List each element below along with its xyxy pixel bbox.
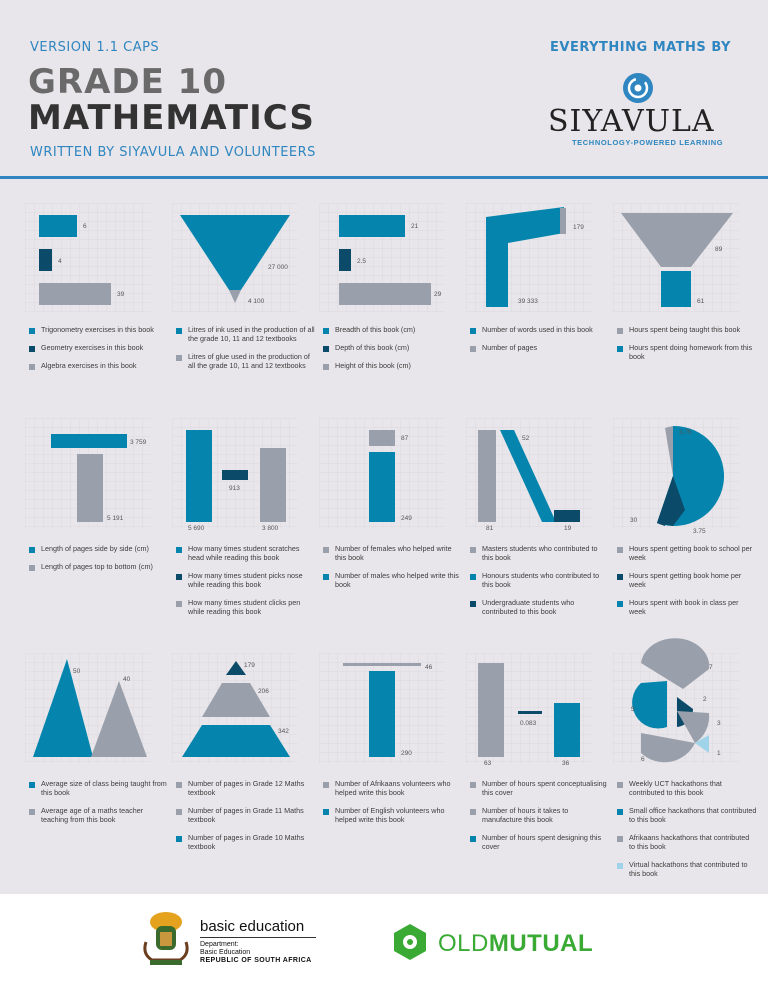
value-label: 6	[641, 756, 645, 763]
title-line1: GRADE 10	[28, 62, 228, 102]
value-label: 27 000	[268, 264, 288, 271]
legend-item	[470, 325, 610, 334]
legend-item	[29, 806, 169, 824]
value-label: 40	[123, 676, 131, 683]
legend-swatch	[323, 328, 329, 334]
legend-item	[470, 544, 610, 562]
everything-maths-label: EVERYTHING MATHS BY	[550, 40, 731, 55]
panel-graphic	[172, 203, 298, 313]
legend-item	[176, 352, 316, 370]
legend-text: Hours spent getting book to school per week	[629, 544, 753, 562]
legend-text: Length of pages side by side (cm)	[41, 544, 149, 553]
value-label: 342	[278, 728, 289, 735]
value-label: 21	[411, 223, 419, 230]
value-label: 6	[83, 223, 87, 230]
panel-graphic	[172, 653, 298, 763]
bar-breadth	[339, 215, 405, 237]
legend-text: Undergraduate students who contributed to this book	[482, 598, 575, 616]
dbe-name: basic education	[200, 918, 305, 935]
legend-swatch	[323, 547, 329, 553]
legend-text: Afrikaans hackathons that contributed to this book	[629, 833, 750, 851]
legend-swatch	[176, 836, 182, 842]
legend-swatch	[323, 346, 329, 352]
value-label: 87	[401, 435, 409, 442]
legend-item	[323, 343, 463, 352]
bar-females	[369, 430, 395, 446]
old-mutual-part1: OLD	[438, 930, 489, 957]
legend-swatch	[470, 574, 476, 580]
legend-text: Number of hours it takes to manufacture this book	[482, 806, 569, 824]
legend-text: How many times student scratches head while reading this book	[188, 544, 300, 562]
legend-item	[323, 806, 463, 824]
panel-6	[25, 418, 151, 528]
value-label: 1	[717, 750, 721, 757]
legend-item	[176, 544, 316, 562]
legend-text: How many times student picks nose while reading this book	[188, 571, 303, 589]
bar-scratch	[186, 430, 212, 522]
legend-item	[617, 860, 757, 878]
legend-swatch	[470, 809, 476, 815]
panel-graphic	[319, 203, 445, 313]
legend-item	[323, 361, 463, 370]
legend-text: Average size of class being taught from this book	[41, 779, 167, 797]
panel-graphic	[319, 653, 445, 763]
legend-swatch	[470, 836, 476, 842]
value-label: 81	[486, 525, 494, 532]
legend-5	[617, 325, 757, 370]
panel-graphic	[319, 418, 445, 528]
legend-text: Height of this book (cm)	[335, 361, 411, 370]
legend-item	[323, 325, 463, 334]
legend-item	[29, 361, 169, 370]
legend-3	[323, 325, 463, 379]
legend-item	[29, 325, 169, 334]
legend-swatch	[176, 328, 182, 334]
legend-item	[470, 598, 610, 616]
legend-text: Number of hours spent conceptualising this cover	[482, 779, 607, 797]
bar-english	[369, 671, 395, 757]
legend-text: Honours students who contributed to this book	[482, 571, 600, 589]
legend-11	[29, 779, 169, 833]
legend-swatch	[176, 809, 182, 815]
legend-swatch	[617, 863, 623, 869]
dbe-line3: REPUBLIC OF SOUTH AFRICA	[200, 957, 312, 964]
bar-nose	[222, 470, 248, 480]
legend-text: Weekly UCT hackathons that contributed to this book	[629, 779, 722, 797]
legend-text: Litres of glue used in the production of all the grade 10, 11 and 12 textbooks	[188, 352, 310, 370]
value-label: 0.083	[520, 720, 537, 727]
legend-text: Trigonometry exercises in this book	[41, 325, 154, 334]
panel-12	[172, 653, 298, 763]
panel-15	[613, 653, 739, 763]
legend-item	[617, 779, 757, 797]
legend-text: Number of words used in this book	[482, 325, 593, 334]
value-label: 179	[573, 224, 584, 231]
panel-graphic	[466, 203, 592, 313]
value-label: 3.75	[693, 528, 706, 535]
legend-swatch	[470, 328, 476, 334]
legend-text: Depth of this book (cm)	[335, 343, 410, 352]
legend-swatch	[470, 601, 476, 607]
legend-text: Number of hours spent designing this cover	[482, 833, 602, 851]
legend-text: How many times student clicks pen while reading this book	[188, 598, 301, 616]
legend-swatch	[29, 809, 35, 815]
value-label: 36	[562, 760, 570, 767]
legend-swatch	[323, 782, 329, 788]
legend-text: Hours spent doing homework from this book	[629, 343, 753, 361]
legend-10	[617, 544, 757, 625]
legend-text: Number of pages in Grade 12 Maths textbook	[188, 779, 305, 797]
legend-item	[470, 343, 610, 352]
value-label: 5 191	[107, 515, 124, 522]
legend-swatch	[617, 328, 623, 334]
legend-swatch	[323, 364, 329, 370]
value-label: 19	[564, 525, 572, 532]
panel-graphic	[466, 418, 592, 532]
legend-item	[617, 544, 757, 562]
version-label: VERSION 1.1 CAPS	[30, 40, 160, 55]
panel-graphic	[613, 653, 739, 763]
legend-swatch	[29, 782, 35, 788]
legend-text: Number of Afrikaans volunteers who helped write this book	[335, 779, 451, 797]
bar-manufacture	[518, 711, 542, 714]
legend-12	[176, 779, 316, 860]
legend-swatch	[323, 574, 329, 580]
legend-swatch	[617, 547, 623, 553]
bar-undergrad	[554, 510, 580, 522]
legend-item	[323, 544, 463, 562]
legend-swatch	[470, 782, 476, 788]
value-label: 2	[703, 696, 707, 703]
panel-graphic	[466, 653, 592, 767]
legend-text: Number of pages in Grade 11 Maths textbook	[188, 806, 304, 824]
dbe-line2: Basic Education	[200, 949, 251, 956]
legend-14	[470, 779, 610, 860]
panel-graphic	[25, 653, 151, 763]
legend-item	[617, 598, 757, 616]
panel-graphic	[613, 203, 739, 313]
legend-item	[470, 779, 610, 797]
bar-males	[369, 452, 395, 522]
value-label: 3	[717, 720, 721, 727]
panel-9	[466, 418, 592, 532]
value-label: 206	[258, 688, 269, 695]
legend-item	[470, 571, 610, 589]
legend-item	[617, 806, 757, 824]
value-label: 3.75	[679, 429, 692, 436]
panel-11	[25, 653, 151, 763]
legend-swatch	[617, 346, 623, 352]
value-label: 3 800	[262, 525, 279, 532]
legend-swatch	[617, 601, 623, 607]
written-by: WRITTEN BY SIYAVULA AND VOLUNTEERS	[30, 145, 316, 160]
legend-swatch	[323, 809, 329, 815]
value-label: 5	[631, 706, 635, 713]
legend-item	[176, 806, 316, 824]
legend-item	[176, 779, 316, 797]
legend-text: Number of pages	[482, 343, 538, 352]
legend-15	[617, 779, 757, 887]
old-mutual-wordmark	[438, 930, 593, 958]
value-label: 39	[117, 291, 125, 298]
bar-pages	[560, 208, 566, 234]
legend-text: Masters students who contributed to this book	[482, 544, 598, 562]
value-label: 7	[709, 664, 713, 671]
bar-trig	[39, 215, 77, 237]
legend-text: Algebra exercises in this book	[41, 361, 137, 370]
legend-swatch	[176, 782, 182, 788]
legend-text: Hours spent getting book home per week	[629, 571, 742, 589]
legend-text: Average age of a maths teacher teaching from this book	[41, 806, 144, 824]
legend-swatch	[29, 565, 35, 571]
legend-4	[470, 325, 610, 361]
legend-text: Hours spent with book in class per week	[629, 598, 739, 616]
bar-depth	[339, 249, 351, 271]
header-divider	[0, 176, 768, 179]
legend-text: Small office hackathons that contributed to this book	[629, 806, 757, 824]
bar-masters	[478, 430, 496, 522]
legend-swatch	[617, 809, 623, 815]
value-label: 29	[434, 291, 442, 298]
panel-3	[319, 203, 445, 313]
legend-item	[176, 833, 316, 851]
panel-14	[466, 653, 592, 767]
value-label: 5 690	[188, 525, 205, 532]
legend-item	[323, 571, 463, 589]
legend-swatch	[29, 346, 35, 352]
bar-algebra	[39, 283, 111, 305]
legend-swatch	[29, 328, 35, 334]
value-label: 179	[244, 662, 255, 669]
coat-of-arms-icon	[140, 908, 192, 968]
legend-swatch	[176, 601, 182, 607]
legend-swatch	[470, 547, 476, 553]
old-mutual-logo-icon	[390, 922, 430, 962]
legend-swatch	[176, 355, 182, 361]
legend-item	[29, 343, 169, 352]
value-label: 4	[58, 258, 62, 265]
siyavula-logo-icon	[622, 72, 654, 104]
legend-9	[470, 544, 610, 625]
legend-item	[29, 544, 169, 553]
legend-item	[617, 833, 757, 851]
value-label: 913	[229, 485, 240, 492]
legend-swatch	[29, 547, 35, 553]
value-label: 50	[73, 668, 81, 675]
legend-text: Length of pages top to bottom (cm)	[41, 562, 153, 571]
panel-4	[466, 203, 592, 313]
value-label: 61	[697, 298, 705, 305]
bar-conceptualise	[478, 663, 504, 757]
panel-graphic	[25, 203, 151, 313]
legend-item	[176, 598, 316, 616]
legend-13	[323, 779, 463, 833]
value-label: 2.5	[357, 258, 367, 265]
legend-text: Number of pages in Grade 10 Maths textbook	[188, 833, 305, 851]
bar-geometry	[39, 249, 52, 271]
value-label: 52	[522, 435, 530, 442]
legend-swatch	[29, 364, 35, 370]
dbe-line1: Department:	[200, 941, 239, 948]
footer	[0, 894, 768, 994]
panel-7	[172, 418, 298, 532]
legend-swatch	[176, 574, 182, 580]
bar-pen	[260, 448, 286, 522]
panel-13	[319, 653, 445, 763]
legend-item	[29, 562, 169, 571]
value-label: 290	[401, 750, 412, 757]
legend-text: Number of English volunteers who helped write this book	[335, 806, 445, 824]
title-line2: MATHEMATICS	[28, 98, 315, 138]
legend-text: Number of males who helped write this book	[335, 571, 459, 589]
legend-text: Geometry exercises in this book	[41, 343, 144, 352]
panel-graphic	[25, 418, 151, 528]
legend-8	[323, 544, 463, 598]
legend-text: Litres of ink used in the production of all the grade 10, 11 and 12 textbooks	[188, 325, 315, 343]
dbe-rule	[200, 937, 316, 938]
panel-10	[613, 418, 739, 535]
siyavula-tagline: TECHNOLOGY-POWERED LEARNING	[572, 138, 724, 147]
panel-graphic	[172, 418, 298, 532]
legend-item	[29, 779, 169, 797]
value-label: 4 100	[248, 298, 265, 305]
value-label: 249	[401, 515, 412, 522]
value-label: 3 759	[130, 439, 147, 446]
bar-side-by-side	[51, 434, 127, 448]
legend-item	[617, 571, 757, 589]
legend-text: Number of females who helped write this book	[335, 544, 452, 562]
bar-afrikaans	[343, 663, 421, 666]
legend-item	[470, 833, 610, 851]
legend-item	[176, 571, 316, 589]
value-label: 89	[715, 246, 723, 253]
bar-height	[339, 283, 431, 305]
legend-item	[617, 343, 757, 361]
siyavula-brand: SIYAVULA	[548, 104, 715, 139]
legend-text: Hours spent being taught this book	[629, 325, 741, 334]
panel-8	[319, 418, 445, 528]
value-label: 46	[425, 664, 433, 671]
old-mutual-part2: MUTUAL	[488, 930, 594, 957]
legend-item	[617, 325, 757, 334]
legend-6	[29, 544, 169, 580]
value-label: 63	[484, 760, 492, 767]
legend-swatch	[470, 346, 476, 352]
legend-text: Virtual hackathons that contributed to this book	[629, 860, 748, 878]
legend-item	[176, 325, 316, 343]
bar-top-to-bottom	[77, 454, 103, 522]
panel-2	[172, 203, 298, 313]
bar-homework	[661, 271, 691, 307]
legend-7	[176, 544, 316, 625]
value-label: 30	[630, 517, 638, 524]
legend-item	[323, 779, 463, 797]
legend-item	[470, 806, 610, 824]
legend-2	[176, 325, 316, 379]
legend-1	[29, 325, 169, 379]
legend-swatch	[617, 574, 623, 580]
legend-swatch	[176, 547, 182, 553]
panel-5	[613, 203, 739, 313]
legend-text: Breadth of this book (cm)	[335, 325, 416, 334]
panel-1	[25, 203, 151, 313]
bar-design	[554, 703, 580, 757]
legend-swatch	[617, 836, 623, 842]
panel-graphic	[613, 418, 739, 535]
value-label: 39 333	[518, 298, 538, 305]
legend-swatch	[617, 782, 623, 788]
